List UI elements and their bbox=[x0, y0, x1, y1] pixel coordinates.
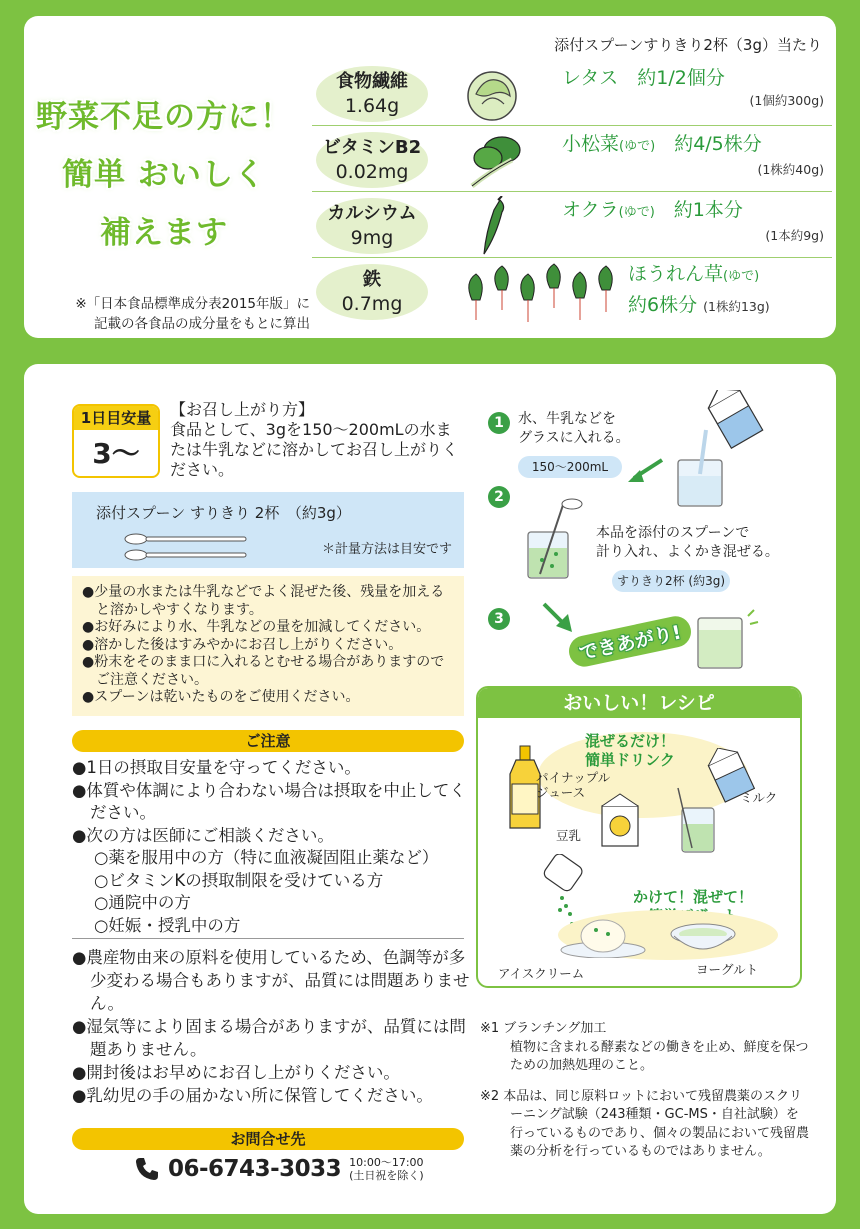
nutrient-oval: カルシウム 9mg bbox=[316, 198, 428, 254]
milk-carton-glass-icon bbox=[666, 390, 766, 510]
warning-list: ●農産物由来の原料を使用しているため、色調等が多少変わる場合もありますが、品質には問題ありません。 ●湿気等により固まる場合がありますが、品質には問題ありません。 ●開封後はお早めにお召し上がりください。 ●乳幼児の手の届かない所に保管してください。 bbox=[72, 948, 470, 1105]
recipe-box bbox=[476, 686, 802, 988]
veg-equivalent: オクラ(ゆで) 約1本分 (1本約9g) bbox=[562, 199, 824, 243]
recipe-heading: おいしい！レシピ bbox=[478, 688, 800, 718]
spoon-icon bbox=[122, 530, 252, 564]
contact-hours: 10:00〜17:00 (土日祝を除く) bbox=[349, 1156, 424, 1182]
soy-milk-label: 豆乳 bbox=[556, 828, 582, 843]
pineapple-juice-label: パイナップル ジュース bbox=[536, 770, 611, 800]
arrow-icon bbox=[624, 456, 664, 486]
dessert-recipe-title: かけて！混ぜて！ bbox=[632, 888, 753, 906]
ice-cream-icon bbox=[558, 914, 648, 958]
step-2-amount: すりきり2杯 (約3g) bbox=[612, 570, 730, 592]
arrow-icon bbox=[538, 600, 578, 636]
spinach-icon bbox=[462, 260, 622, 326]
yogurt-bowl-icon bbox=[668, 922, 738, 956]
phone-icon bbox=[134, 1156, 160, 1182]
step-3-number: 3 bbox=[488, 608, 510, 630]
daily-dose-label: 1日目安量 bbox=[74, 406, 158, 430]
daily-dose-box bbox=[72, 404, 160, 478]
instructions-panel bbox=[24, 364, 836, 1214]
spoon-box: 添付スプーン すりきり 2杯 （約3g） ＊計量方法は目安です bbox=[72, 492, 464, 568]
footnotes: ※1 ブランチング加工 植物に含まれる酵素などの働きを止め、鮮度を保つための加熱処理のこと。 ※2 本品は、同じ原料ロットにおいて残留農薬のスクリーニング試験（243種類・GC-MS・自社試験）を行っているものであり、個々の製品において残留農薬の分析を行っているものではありません。 bbox=[480, 1021, 810, 1159]
nutrient-row-iron bbox=[312, 258, 832, 330]
step-2-text: 本品を添付のスプーンで 計り入れ、よくかき混ぜる。 bbox=[596, 525, 779, 560]
caution-heading: ご注意 bbox=[72, 730, 464, 752]
komatsuna-icon bbox=[462, 130, 532, 190]
step-1-number: 1 bbox=[488, 412, 510, 434]
milk-label: ミルク bbox=[740, 790, 778, 805]
nutrition-panel bbox=[24, 16, 836, 338]
veg-equivalent: 小松菜(ゆで) 約4/5株分 (1株約40g) bbox=[562, 133, 824, 177]
step-1-text: 水、牛乳などを グラスに入れる。 bbox=[518, 411, 630, 446]
okra-icon bbox=[462, 196, 522, 258]
soy-milk-carton-icon bbox=[596, 792, 646, 848]
done-label: できあがり! bbox=[566, 613, 693, 669]
nutrient-oval: 鉄 0.7mg bbox=[316, 264, 428, 320]
stirring-glass-icon bbox=[512, 494, 602, 584]
step-2-number: 2 bbox=[488, 486, 510, 508]
tips-box: ●少量の水または牛乳などでよく混ぜた後、残量を加えると溶かしやすくなります。 ●お好みにより水、牛乳などの量を加減してください。 ●溶かした後はすみやかにお召し上がりください。 ●粉末をそのまま口に入れるとむせる場合がありますのでご注意ください。 ●スプーンは乾いたものをご使用ください。 bbox=[72, 576, 464, 716]
yogurt-label: ヨーグルト bbox=[696, 962, 759, 977]
nutrient-oval: 食物繊維 1.64g bbox=[316, 66, 428, 122]
finished-drink-icon bbox=[692, 604, 762, 674]
daily-dose-amount: 3〜 bbox=[92, 437, 140, 470]
veg-equivalent: ほうれん草(ゆで) 約6株分 (1株約13g) bbox=[628, 263, 770, 316]
ice-cream-label: アイスクリーム bbox=[498, 966, 585, 981]
divider bbox=[72, 938, 464, 939]
how-to-eat: 【お召し上がり方】 食品として、3gを150〜200mLの水または牛乳などに溶かしてお召し上がりください。 bbox=[170, 400, 459, 479]
drink-recipe-title: 混ぜるだけ！ 簡単ドリンク bbox=[584, 732, 675, 769]
contact-heading: お問合せ先 bbox=[72, 1128, 464, 1150]
nutrient-oval: ビタミンB2 0.02mg bbox=[316, 132, 428, 188]
step-1-amount: 150〜200mL bbox=[518, 456, 622, 478]
lettuce-icon bbox=[462, 64, 522, 124]
veg-equivalent: レタス 約1/2個分 (1個約300g) bbox=[562, 67, 824, 108]
source-note: ※「日本食品標準成分表2015年版」に 記載の各食品の成分量をもとに算出 bbox=[75, 296, 310, 332]
caution-list: ●1日の摂取目安量を守ってください。 ●体質や体調により合わない場合は摂取を中止してください。 ●次の方は医師にご相談ください。 ○薬を服用中の方（特に血液凝固阻止薬など） ○ビタミンKの摂取制限を受けている方 ○通院中の方 ○妊娠・授乳中の方 bbox=[72, 758, 466, 935]
slogan: 野菜不足の方に！ 簡単 おいしく 補えます bbox=[36, 99, 292, 251]
nutrient-row-b2 bbox=[312, 126, 832, 192]
per-spoon-label: 添付スプーンすりきり2杯（3g）当たり bbox=[554, 36, 822, 54]
phone-number[interactable]: 06-6743-3033 bbox=[168, 1156, 342, 1182]
contact-row bbox=[134, 1156, 424, 1182]
nutrient-row-fiber bbox=[312, 60, 832, 126]
nutrient-row-calcium bbox=[312, 192, 832, 258]
